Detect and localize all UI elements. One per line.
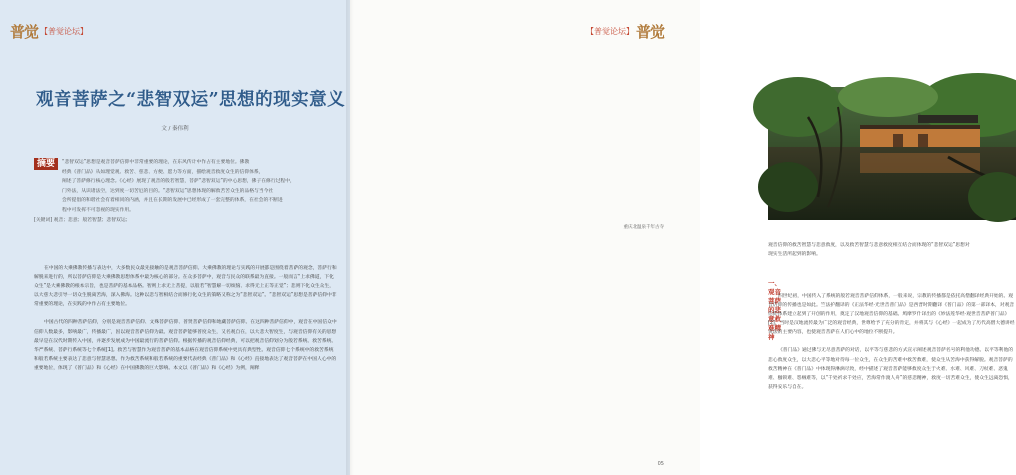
keywords: [关键词] 观音；悲意；般若智慧；悲智双运； xyxy=(34,218,131,223)
temple-photo xyxy=(768,87,1016,220)
abstract-block xyxy=(34,158,338,216)
left-page xyxy=(0,0,350,475)
photo-caption: 重庆北温泉千年古寺 xyxy=(623,225,664,230)
section-tag: 【普觉论坛】 xyxy=(585,27,634,36)
brand-header-right xyxy=(586,21,664,42)
paragraph: 四世纪初，中国传入了系统的般若观音菩萨信仰体系，一般来说，宗教的传播都是依托高僧翻译经典开始的。观音信仰的传播也是如此。竺法护翻译的《正法华经·光世音普门品》是西晋时期翻译《普门品》的第一部译本，对观音信仰体系建立起到了开创的作用，奠定了汉地观音信仰的基础。鸠摩罗什译出的《妙法莲华经·观世音菩萨普门品》[2]，当时是汉地流传最为广泛的观音经典，世尊给予了充分的肯定，并将其与《心经》一起成为了历代高僧大德讲经说法的主要内容，也使观音菩萨在人们心中的地位不断提升。 xyxy=(768,294,1015,336)
article-title: 观音菩萨之“悲智双运”思想的现实意义 xyxy=(36,90,346,110)
abstract-line: 阐述了菩萨修行核心理念。《心经》展现了观音的般若智慧，菩萨“悲智双运”的中心思想，佛子在修行过程中， xyxy=(62,179,295,185)
brand-logo: 普觉 xyxy=(635,23,664,41)
abstract-text xyxy=(34,158,338,216)
section-heading: 一、观音菩萨的悲意救难精神 xyxy=(768,279,781,341)
paragraph: 在中国的大乘佛教传播与表达中，大多数民众最先接触的是观音菩萨信仰。大乘佛教的理论与实践的开展都是围绕着菩萨的观念，菩萨行和解脱来进行的，所以菩萨信仰是大乘佛教思想体系中最为核心的部分。在众多菩萨中，观音与民众的联系最为直接。一般而言“上求佛道，下化众生”是大乘佛教的根本宗旨，也是菩萨的基本品格。智则上求无上菩提，以般若“智慧解一切烦恼、求得无上正等正觉”；悲则下化众生众生，以大慈大悲引导一切众生脱离苦海，深入佛海。这种以悲与智相结合而修行化众生的策略又称之为“悲智双运”。“悲智双运”思想是菩萨信仰中非常重要的理论，在实践的中作占有主要地位。 xyxy=(34,266,337,308)
abstract-line: 经典《普门品》从如理觉观、救苦、慈悲、方便、愿力等方面，描绘观音救度众生的信仰体系， xyxy=(62,169,264,175)
paragraph: 《普门品》通过佛与无尽意菩萨的对话，以平等与慈悲的方式宣示阐述观音菩萨名号的利他功德。以平等利他的悲心救度众生，以大悲心平等地对待每一位众生，在众生的苦难中救苦救难，使众生从苦海中获得解脱。观音菩萨的救苦精神在《普门品》中体现得淋漓尽致，经中描述了观音菩萨能够救度众生于火难、水难、风难、刀杖难、恶鬼难、枷锁难、怨贼难等，以“千处祈求千处应，苦海常作渡人舟”的慈悲精神，救度一切苦难众生，使众生远离恐惧，获得安乐与自在。 xyxy=(768,348,1014,390)
body-text-left xyxy=(34,264,338,373)
body-text-right xyxy=(768,292,1016,392)
abstract-line: 程中可发挥不可忽视的现实作用。 xyxy=(62,207,134,213)
section-tag: 【普觉论坛】 xyxy=(40,27,89,36)
abstract-line: 会所提倡的和谐社会有着相同的内涵，并且在长期的发展中已经形成了一套完整的体系，在社会的不断进 xyxy=(62,198,283,204)
abstract-line: “悲智双运”思想是观音菩萨信仰中非常重要的理论，在东风传计中作占有主要地位。佛教 xyxy=(62,160,250,165)
author-line: 文 / 秦伟利 xyxy=(161,126,189,132)
paragraph: 中国古代的四种菩萨信仰，分别是观音菩萨信仰、文殊菩萨信仰、普贤菩萨信仰和地藏菩萨信仰。在这四种菩萨信仰中，观音在中国信众中信仰人数最多，影响最广，传播最广，因以观音菩萨信仰为最。观音菩萨能够普度众生，又名观自在，以大悲大智度生，与观音信仰有关的思想最早是在汉代时期传入中国，并逐步发展成为中国最流行的菩萨信仰。根据传播的观音信仰经典，可以把观音信仰划分为般若系统、救苦系统、华严系统、菩萨行系统等七个系统[1]。救苦与智慧作为观音菩萨的基本品格在观音信仰系统中更具有典型性。观音信仰七个系统中的救苦系统和般若系统主要表达了悲意与智慧思想。作为救苦系统和般若系统的重要代表经典《普门品》和《心经》直接地表达了观音菩萨在中国人心中的重要地位，体现了《普门品》和《心经》在中国佛教的巨大影响。本文以《普门品》和《心经》为例，阐释 xyxy=(34,320,337,371)
brand-logo: 普觉 xyxy=(10,23,39,41)
intro-line: 观音信仰的救苦智慧与悲意救度，以及救苦智慧与悲意救度相互结合而体现的“悲智双运”思想对 xyxy=(768,243,970,248)
abstract-label: 摘要 xyxy=(34,158,58,170)
right-page xyxy=(350,0,1015,475)
temple-pond-illustration xyxy=(768,87,1016,220)
intro-text xyxy=(768,241,1016,259)
intro-line: 现实生活所起到的影响。 xyxy=(768,252,821,258)
brand-header-left xyxy=(10,21,88,42)
page-number: 05 xyxy=(657,461,664,467)
abstract-line: 门外法，从识诸法空，达到度一切苦厄的目的。“悲智双运”思想体现的解救苦苦众生的品格与当今社 xyxy=(62,188,274,194)
gutter-shadow xyxy=(346,0,354,475)
